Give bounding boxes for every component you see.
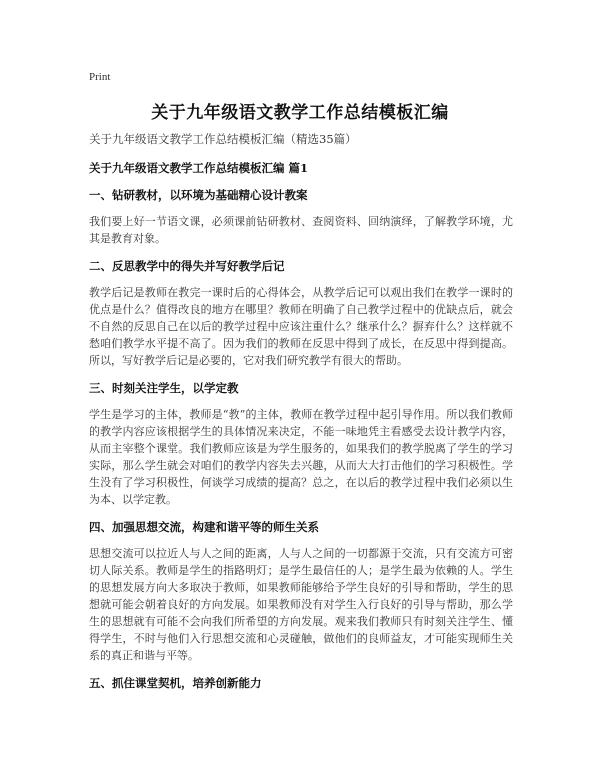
- document-subtitle: 关于九年级语文教学工作总结模板汇编（精选35篇）: [89, 132, 357, 146]
- article-title: 关于九年级语文教学工作总结模板汇编 篇1: [89, 161, 309, 175]
- section-heading-2: 二、反思教学中的得失并写好教学后记: [89, 259, 285, 273]
- section-heading-1: 一、钻研教材，以环境为基础精心设计教案: [89, 188, 308, 202]
- section-paragraph-1: 我们要上好一节语文课，必须课前钻研教材、查阅资料、回纳演绎，了解教学环境，尤其是教育对象。: [89, 215, 513, 245]
- document-body: [89, 131, 513, 701]
- print-link[interactable]: Print: [89, 71, 111, 83]
- section-heading-3: 三、时刻关注学生，以学定教: [89, 381, 239, 395]
- page-title: 关于九年级语文教学工作总结模板汇编: [151, 103, 449, 123]
- section-paragraph-2: 教学后记是教师在教完一课时后的心得体会，从教学后记可以观出我们在教学一课时的优点是什么？值得改良的地方在哪里？教师在明确了自己教学过程中的优缺点后，就会不自然的反思自己在以后的教学过程中应该注重什么？继承什么？摒弃什么？这样就不愁咱们教学水平提不高了。因为我们的教师在反思中得到了成长，在反思中得到提高。所以，写好教学后记是必要的，它对我们研究教学有很大的帮助。: [89, 286, 513, 367]
- section-heading-4: 四、加强思想交流，构建和谐平等的师生关系: [89, 520, 319, 534]
- section-paragraph-3: 学生是学习的主体，教师是“教”的主体，教师在教学过程中起引导作用。所以我们教师的教学内容应该根据学生的具体情况来决定，不能一味地凭主看感受去设计教学内容，从而主宰整个课堂。我们教师应该是为学生服务的，如果我们的教学脱离了学生的学习实际，那么学生就会对咱们的教学内容失去兴趣，从而大大打击他们的学习积极性。学生没有了学习积极性，何谈学习成绩的提高？总之，在以后的教学过程中我们必须以生为本、以学定教。: [89, 408, 513, 506]
- section-heading-5: 五、抓住课堂契机，培养创新能力: [89, 676, 262, 690]
- section-paragraph-4: 思想交流可以拉近人与人之间的距离，人与人之间的一切都源于交流，只有交流方可密切人际关系。教师是学生的指路明灯；是学生最信任的人；是学生最为依赖的人。学生的思想发展方向大多取决于教师，如果教师能够给予学生良好的引导和帮助，学生的思想就可能会朝着良好的方向发展。如果教师没有对学生入行良好的引导与帮助，那么学生的思想就有可能不会向我们所希望的方向发展。观来我们教师只有时刻关注学生、懂得学生，不时与他们入行思想交流和心灵碰触，做他们的良师益友，才可能实现师生关系的真正和谐与平等。: [89, 547, 513, 662]
